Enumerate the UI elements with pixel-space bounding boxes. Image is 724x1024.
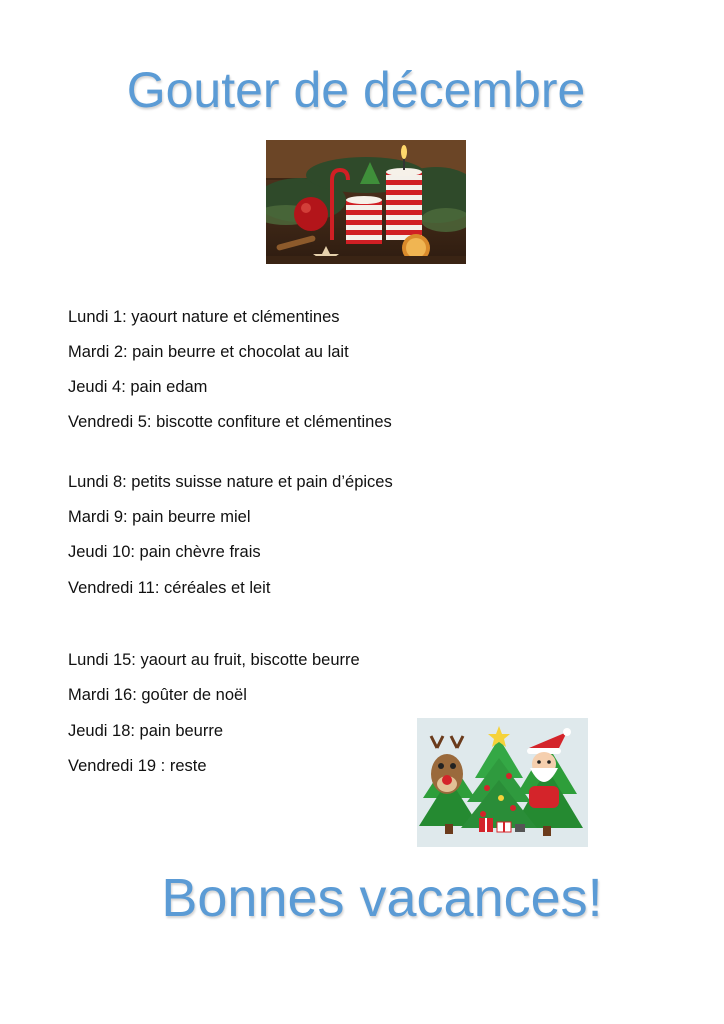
menu-day-mardi-2: Mardi 2: pain beurre et chocolat au lait bbox=[68, 343, 349, 361]
menu-day-mardi-16: Mardi 16: goûter de noël bbox=[68, 686, 247, 704]
menu-day-vendredi-5: Vendredi 5: biscotte confiture et clémentines bbox=[68, 413, 392, 431]
menu-day-mardi-9: Mardi 9: pain beurre miel bbox=[68, 508, 251, 526]
menu-day-vendredi-19: Vendredi 19 : reste bbox=[68, 757, 207, 775]
menu-day-lundi-8: Lundi 8: petits suisse nature et pain d’épices bbox=[68, 473, 393, 491]
christmas-trees-image bbox=[417, 718, 588, 847]
menu-day-jeudi-18: Jeudi 18: pain beurre bbox=[68, 722, 224, 740]
menu-day-lundi-1: Lundi 1: yaourt nature et clémentines bbox=[68, 308, 340, 326]
menu-day-jeudi-4: Jeudi 4: pain edam bbox=[68, 378, 208, 396]
closing-title: Bonnes vacances! bbox=[161, 868, 603, 928]
menu-day-jeudi-10: Jeudi 10: pain chèvre frais bbox=[68, 543, 261, 561]
menu-day-vendredi-11: Vendredi 11: céréales et leit bbox=[68, 579, 271, 597]
page-title: Gouter de décembre bbox=[126, 62, 586, 118]
menu-day-lundi-15: Lundi 15: yaourt au fruit, biscotte beurre bbox=[68, 651, 360, 669]
christmas-candles-image bbox=[266, 140, 466, 264]
